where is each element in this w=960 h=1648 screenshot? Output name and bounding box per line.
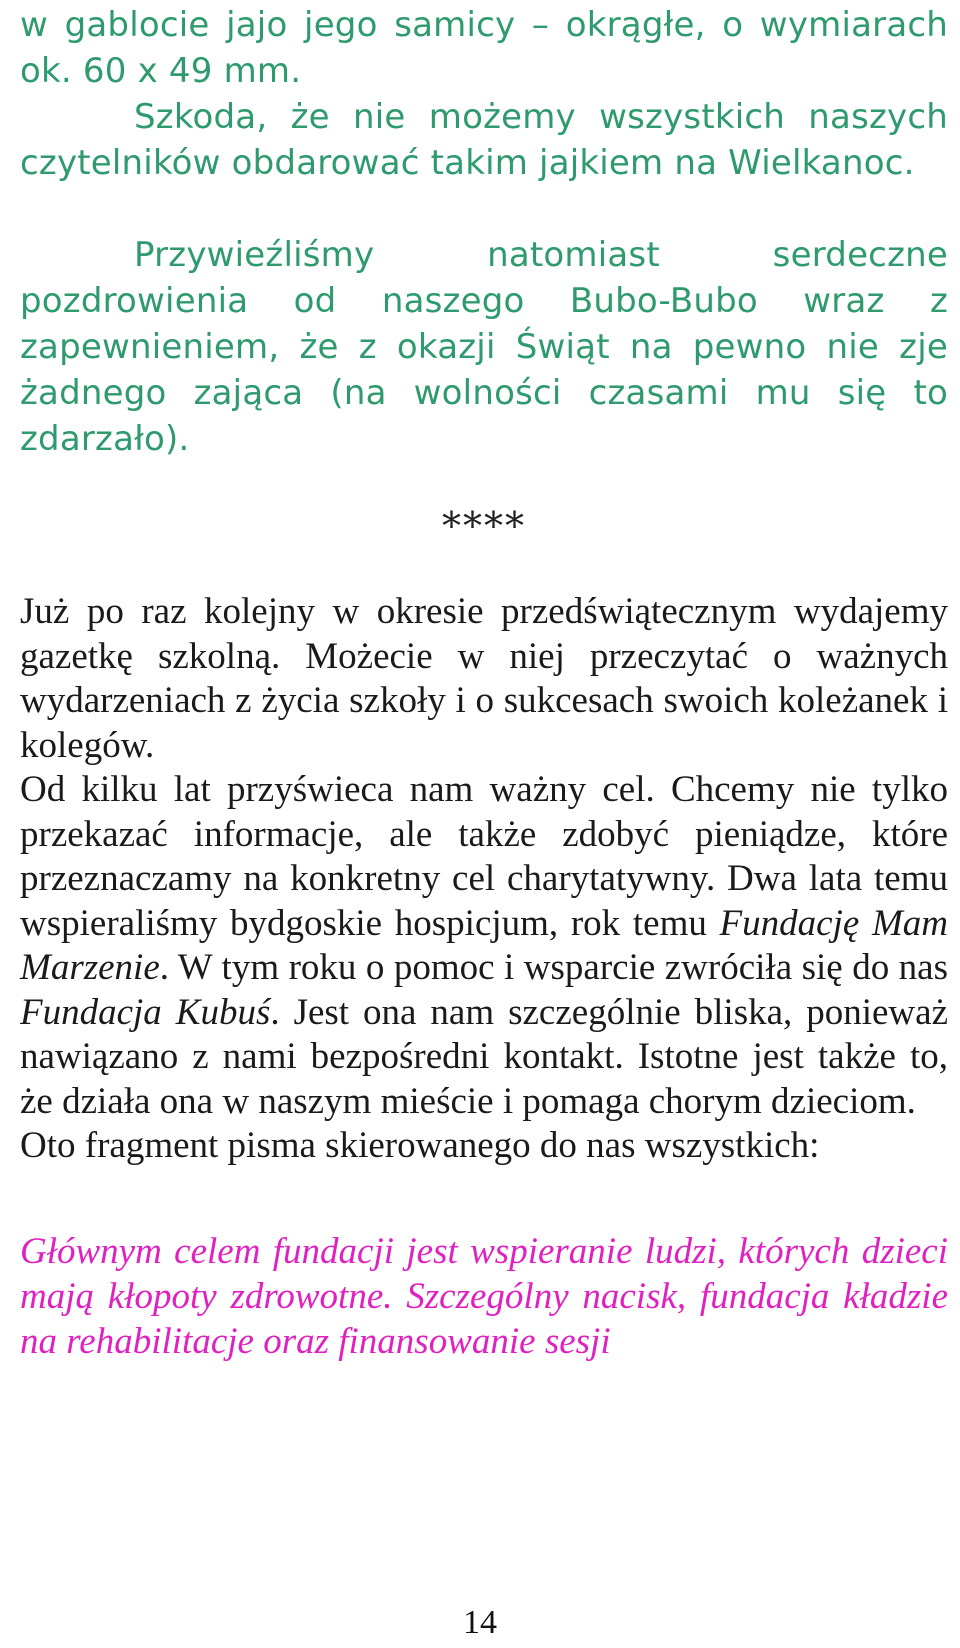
page-number: 14 [463, 1604, 497, 1641]
green-paragraph-2 [20, 94, 948, 186]
quote-paragraph: Głównym celem fundacji jest wspieranie ludzi, których dzieci mają kłopoty zdrowotne. Szczególny nacisk, fundacja kładzie na rehabilitacje oraz finansowanie sesji [20, 1230, 948, 1362]
article-paragraph-1: Już po raz kolejny w okresie przedświątecznym wydajemy gazetkę szkolną. Możecie w niej przeczytać o ważnych wydarzeniach z życia szkoły i o sukcesach swoich koleżanek i kolegów. [20, 591, 948, 766]
article-paragraph-2-part1: Od kilku lat przyświeca nam ważny cel. Chcemy nie tylko przekazać informacje, ale także zdobyć pieniądze, które przeznaczamy na konkretny cel charytatywny. Dwa lata temu wspieraliśmy bydgoskie hospicjum, rok temu [20, 769, 948, 944]
foundation-name-mam-marzenie: Fundację Mam Marzenie [20, 902, 948, 988]
green-paragraph-3-text: Przywieźliśmy natomiast serdeczne pozdrowienia od naszego Bubo-Bubo wraz z zapewnieniem, że z okazji Świąt na pewno nie zje żadnego zająca (na wolności czasami mu się to zdarzało). [20, 235, 948, 459]
document-page [0, 2, 960, 1648]
foundation-name-kubus: Fundacja Kubuś [20, 991, 271, 1033]
section-separator: **** [442, 504, 526, 548]
article-paragraph-2-part2: . W tym roku o pomoc i wsparcie zwróciła się do nas [159, 947, 948, 988]
green-paragraph-2-text: Szkoda, że nie możemy wszystkich naszych czytelników obdarować takim jajkiem na Wielkanoc. [20, 97, 948, 183]
article-paragraph-2 [20, 768, 948, 1124]
green-paragraph-3 [20, 232, 948, 462]
green-paragraph-1: w gablocie jajo jego samicy – okrągłe, o wymiarach ok. 60 x 49 mm. [20, 5, 948, 91]
article-paragraph-2-part3: . Jest ona nam szczególnie bliska, ponieważ nawiązano z nami bezpośredni kontakt. Istotne jest także to, że działa ona w naszym mieście i pomaga chorym dzieciom. [20, 991, 949, 1122]
article-paragraph-3: Oto fragment pisma skierowanego do nas wszystkich: [20, 1125, 820, 1166]
